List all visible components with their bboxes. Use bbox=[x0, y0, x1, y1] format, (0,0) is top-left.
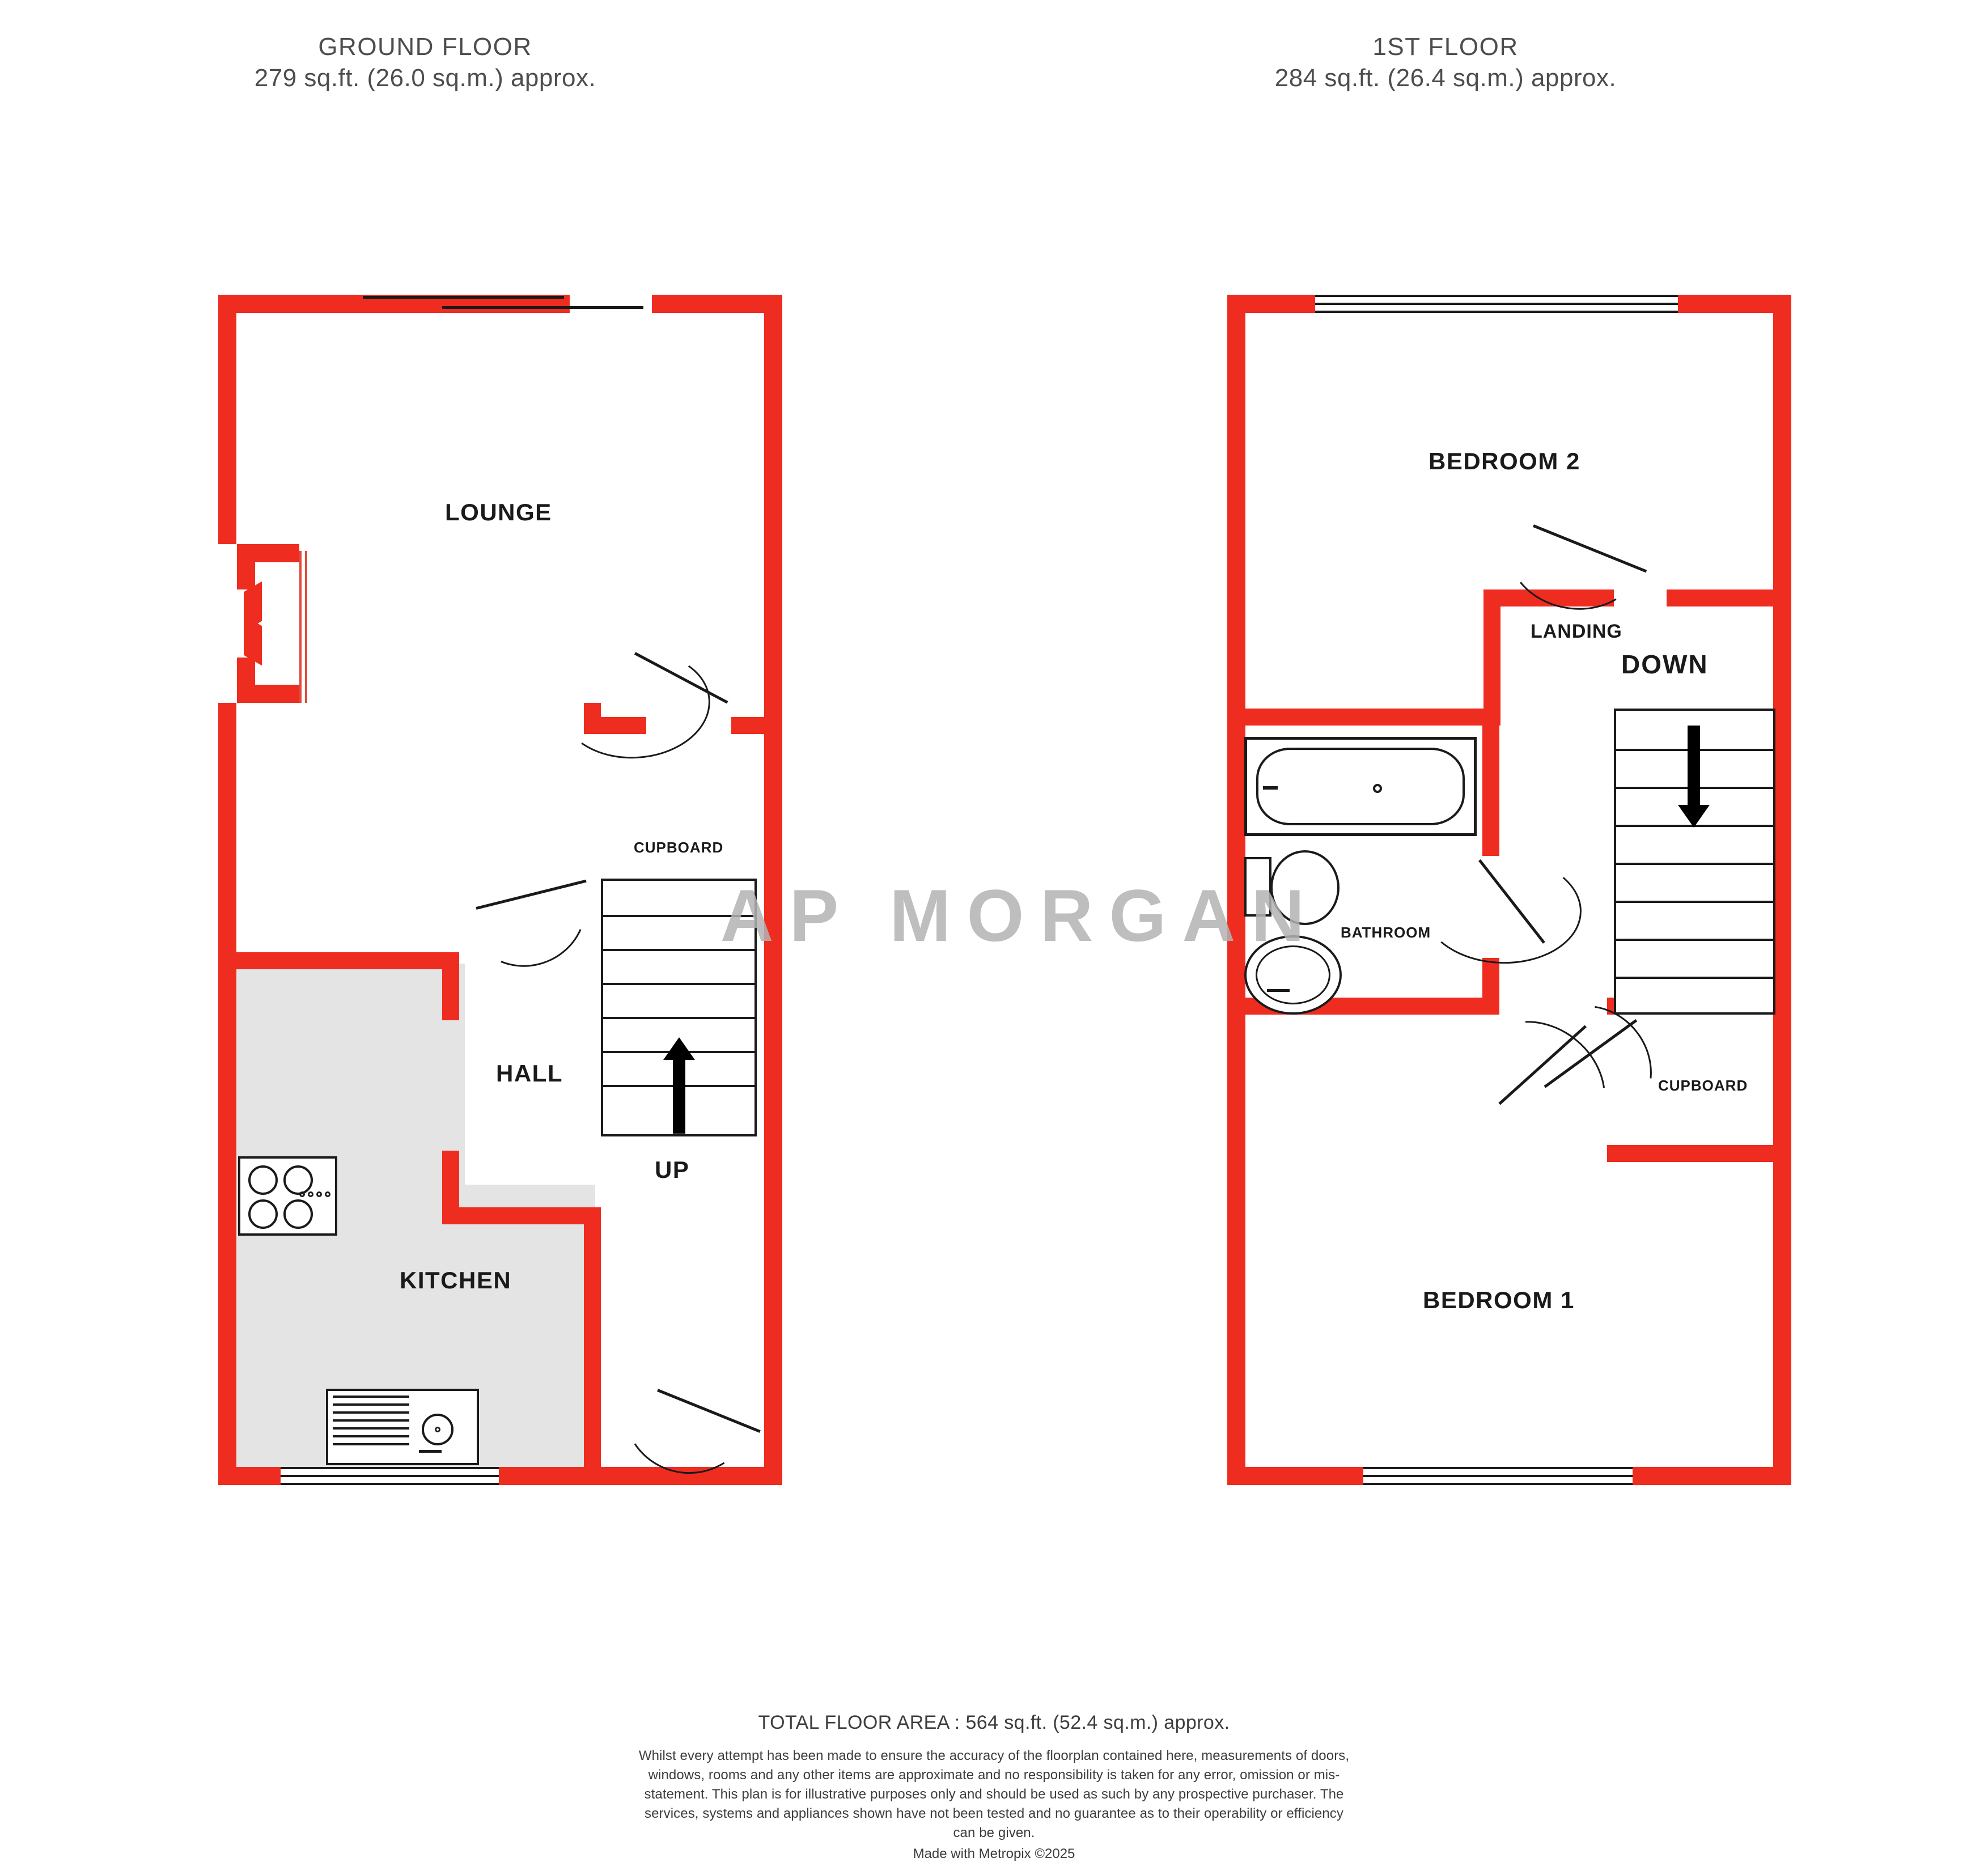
room-label-bedroom2: BEDROOM 2 bbox=[1429, 448, 1580, 474]
cupboard-wall-bottom-first bbox=[1607, 1145, 1791, 1162]
stairs-down-arrow bbox=[1661, 726, 1726, 828]
hob-fixture bbox=[238, 1156, 337, 1236]
cupboard-wall-right bbox=[731, 717, 765, 734]
first-floor-title bbox=[1207, 31, 1684, 94]
footer bbox=[0, 1712, 1988, 1862]
disclaimer-text: Whilst every attempt has been made to ensure the accuracy of the floorplan contained here, measurements of doors, windows, rooms and any other items are approximate and no responsibility is taken for any error, omission or mis-statement. This plan is for illustrative purposes only and should be used as such by any prospective purchaser. The services, systems and appliances shown have not been tested and no guarantee as to their operability or efficiency can be given. bbox=[638, 1748, 1350, 1841]
ground-wall-right bbox=[764, 295, 782, 1485]
bay-wall-bottom bbox=[237, 685, 299, 703]
washbasin-fixture bbox=[1244, 935, 1343, 1015]
first-floor-area-text: 284 sq.ft. (26.4 sq.m.) approx. bbox=[1274, 64, 1617, 92]
ground-floor-title-text: GROUND FLOOR bbox=[318, 33, 532, 61]
cupboard-door-swing-first bbox=[1542, 1017, 1655, 1117]
first-wall-bottom-right bbox=[1633, 1467, 1791, 1485]
kitchen-window bbox=[281, 1467, 499, 1485]
bay-wall-upper-angle bbox=[237, 562, 255, 589]
ground-wall-left-lower bbox=[218, 703, 236, 1485]
lounge-front-window-line-inner bbox=[442, 306, 643, 309]
landing-wall-top-right bbox=[1667, 589, 1791, 606]
landing-wall-left bbox=[1483, 589, 1500, 726]
room-label-kitchen: KITCHEN bbox=[400, 1267, 512, 1293]
room-label-bedroom1: BEDROOM 1 bbox=[1423, 1287, 1575, 1313]
front-door-swing bbox=[646, 1372, 760, 1474]
room-label-cupboard-first: CUPBOARD bbox=[1658, 1077, 1748, 1094]
brand-watermark: AP MORGAN bbox=[720, 874, 1321, 957]
bedroom2-window bbox=[1315, 295, 1678, 313]
stairs-up-arrow bbox=[646, 1037, 711, 1134]
bathroom-door-swing bbox=[1474, 862, 1582, 961]
lounge-front-window-line-outer bbox=[363, 296, 564, 299]
first-wall-bottom-left bbox=[1227, 1467, 1363, 1485]
first-wall-left bbox=[1227, 295, 1245, 1485]
first-wall-right bbox=[1773, 295, 1791, 1485]
total-floor-area: TOTAL FLOOR AREA : 564 sq.ft. (52.4 sq.m.) approx. bbox=[758, 1712, 1230, 1733]
bedroom2-door-swing bbox=[1525, 519, 1650, 609]
first-floor-title-text: 1ST FLOOR bbox=[1372, 33, 1519, 61]
stairs-up-label: UP bbox=[655, 1156, 690, 1183]
hall-kitchen-wall-upper bbox=[236, 952, 459, 969]
bay-wall-lower-angle bbox=[237, 658, 255, 685]
toilet-fixture bbox=[1244, 850, 1341, 927]
ground-wall-top-right bbox=[652, 295, 782, 313]
ground-wall-left-upper bbox=[218, 295, 236, 544]
bedroom1-window bbox=[1363, 1467, 1633, 1485]
room-label-landing: LANDING bbox=[1531, 621, 1622, 642]
bathtub-fixture bbox=[1244, 737, 1477, 836]
hall-kitchen-wall-stub bbox=[442, 952, 459, 1020]
hall-kitchen-door-swing bbox=[470, 873, 578, 969]
sink-fixture bbox=[326, 1389, 479, 1465]
stairs-down-label: DOWN bbox=[1621, 650, 1709, 679]
kitchen-wall-lower bbox=[442, 1207, 601, 1224]
bay-wall-top bbox=[237, 544, 299, 562]
bathroom-wall-top bbox=[1227, 709, 1499, 726]
room-label-lounge: LOUNGE bbox=[445, 499, 552, 525]
ground-floor-area-text: 279 sq.ft. (26.0 sq.m.) approx. bbox=[254, 64, 596, 92]
room-label-hall: HALL bbox=[496, 1060, 563, 1087]
ground-floor-title bbox=[187, 31, 663, 94]
room-label-cupboard-ground: CUPBOARD bbox=[634, 839, 724, 856]
bay-window-glazing bbox=[299, 551, 307, 703]
lounge-door-swing bbox=[601, 658, 714, 765]
made-with-text: Made with Metropix ©2025 bbox=[913, 1846, 1075, 1862]
bathroom-wall-right-upper bbox=[1482, 709, 1499, 856]
room-label-bathroom: BATHROOM bbox=[1341, 924, 1431, 941]
kitchen-right-wall bbox=[584, 1207, 601, 1485]
